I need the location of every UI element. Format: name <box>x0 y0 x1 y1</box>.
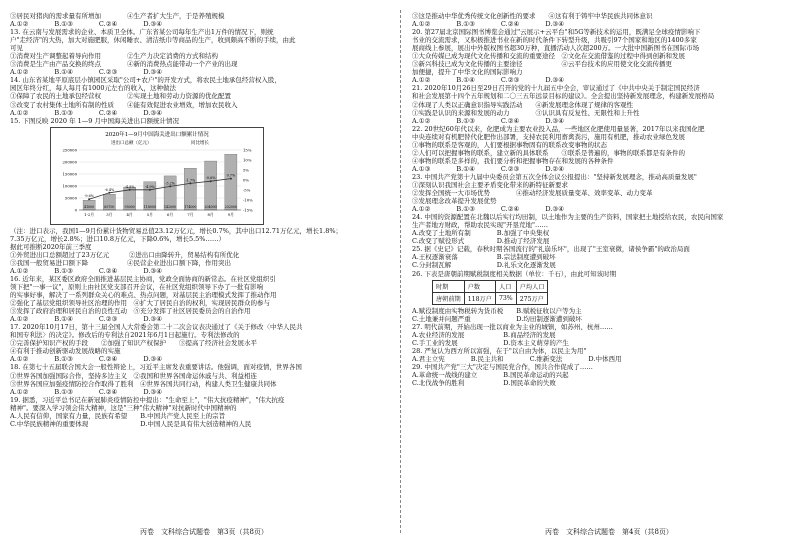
text-line: 16. 近年来，某区委区政府全面推进基层民主协商，党政全面协商的新常态。在社区党组织引 <box>10 274 276 283</box>
growth-label: -0.6% <box>205 175 216 180</box>
text-line: C.北伐战争的胜利 D.国民革命的失败 <box>412 378 556 387</box>
text-line: C.分封制瓦解 D.礼乐文化逐渐发展 <box>412 261 556 270</box>
text-line: 20. 第27届北京国际图书博览会通过"云展示+云平台"和5G等新技术的运用，既满足全球疫情影响下 <box>412 28 701 37</box>
text-line: A.农业经济的发展 B.商品经济的发展 <box>412 330 556 339</box>
growth-label: -6.4% <box>104 187 115 192</box>
text-line: ①世界各国加强国际合作，坚持多边主义 ②我国和世界各国命运休戚与共、利益相连 <box>10 371 257 380</box>
text-line: ③我国一般贸易进口额下降 ④民营企业进出口额下降，作用突出 <box>10 258 231 267</box>
text-line: A.①② B.①③ C.②④ D.③④ <box>10 355 163 364</box>
text-line: 17. 2020年10月17日，第十三届全国人大常委会第二十二次会议表决通过了《关于修改〈中华人民共 <box>10 323 303 332</box>
text-line: A.①② B.①③ C.②④ D.③④ <box>10 20 163 29</box>
bar-value-label: 142000 <box>164 204 177 209</box>
trade-chart <box>50 127 264 225</box>
x-tick-label: 7月 <box>187 211 194 217</box>
y2-tick-label: -10% <box>243 197 253 203</box>
text-line: 25. 据《史记》记载，春秋时期各国流行的"礼崩乐坏"，出现了"王室衰微，诸侯争霸"的政治局面 <box>412 245 690 254</box>
legend-line: 同比增长 <box>191 140 209 146</box>
table-cell: 唐朝前期 <box>433 292 465 304</box>
text-line: 加便捷，提升了中华文化的国际影响力 <box>412 68 523 77</box>
text-line: ③这是推动中华优秀传统文化创新性的要求 ④这有利于铸牢中华民族共同体意识 <box>412 12 653 20</box>
bar-value-label: 118000 <box>143 204 156 209</box>
text-line: 23. 中国共产党第十九届中央委员会第五次全体会议公报提出："坚持新发展理念，推动高质量发展" <box>412 172 697 181</box>
bar <box>205 161 217 210</box>
text-line: ③改变了农村集体土地所有制的性质 ④能有效促进农业增效，增加农民收入 <box>10 100 238 109</box>
text-line: C.中华民族精神的重要体现 D.中国人民是具有伟大创造精神的人民 <box>10 419 252 428</box>
growth-label: -4.9% <box>124 184 135 189</box>
text-line: ③居民对猪肉的需求量有所增加 ④生产者扩大生产，于是养殖规模 <box>10 12 225 20</box>
text-line: ③发展理念改革提升发展优势 <box>412 197 497 206</box>
text-line: ②强化了基层党组织领导社区治理的作用 ④扩大了居民自治的权利，实现居民群众的参与 <box>10 299 270 308</box>
text-line: A.①② B.①④ C.②③ D.③④ <box>10 315 163 324</box>
text-line: A.①② B.①③ C.②④ D.③④ <box>10 108 163 117</box>
text-line: 户"走经济"的大热，加大对施肥服，休闲睡衣、清洁纸巾等商品的生产，收到颇高不断的手续，由此 <box>10 36 296 45</box>
text-line: ①保障了农民的土地承包经营权 ②实现土地和劳动力资源的优化配置 <box>10 92 231 101</box>
text-line: 26. 下表是唐朝前期赋税制度相关数据（单位：千石），由此可知该时期 <box>412 269 617 278</box>
growth-label: -1.7% <box>185 178 196 183</box>
y-tick-label: 250000 <box>62 147 77 153</box>
growth-point <box>169 185 171 187</box>
text-line: 29. 中国共产党"三大"决定与国民党合作，国共合作促成了…… <box>412 362 593 371</box>
text-line: ④有利于推动创新驱动发展战略的实施 <box>10 347 121 356</box>
text-line: ①消费对生产调整起着导向作用 ②生产力决定消费的方式和结构 <box>10 52 218 61</box>
text-line: 的实事好事，解决了一系列群众关心的难点、热点问题，对基层民主治理模式发挥了推动作用 <box>10 291 277 300</box>
text-line: ③发挥了政府治理和居民自治的良性互动 ⑤充分发挥了社区居民委员会的自治作用 <box>10 307 251 316</box>
text-line: 书业的交流需求，又积极推进书业在新的时代条件下转型升级，共吸引97个国家和地区的1400多家 <box>412 36 697 45</box>
growth-point <box>129 188 131 190</box>
text-line: A.①③ B.①④ C.②③ D.②④ <box>412 164 565 173</box>
table-header-cell: 时期 <box>433 280 465 292</box>
text-line: 19. 据悉，习近平总书记在新冠肺炎疫情防控中提出："生命至上"，"伟大抗疫精神"，"伟大抗疫 <box>10 395 285 404</box>
right-page-column <box>412 12 784 521</box>
text-line: 展商线上参展，展出中外版权图书超30万种，直播活动人次超200万。一大批中国新图书在国际市场 <box>412 44 700 53</box>
trade-chart-svg <box>51 128 263 224</box>
growth-point <box>210 180 212 182</box>
growth-point <box>189 182 191 184</box>
text-line: C.土地兼并问题严重 D.均田制逐渐遭到破坏 <box>412 314 582 323</box>
text-line: 15. 下图反映 2020 年 1—9 月中国海关进出口额统计情况 <box>10 116 179 125</box>
text-line: 7.35万亿元，增长2.8%；进口10.8万亿元，下降0.6%，增长5.5%……） <box>10 234 225 243</box>
growth-point <box>108 191 110 193</box>
y-tick-label: 150000 <box>62 171 77 177</box>
text-line: ①实践是认识的来源和发展的动力 ③认识具有反复性、无限性和上升性 <box>412 108 640 117</box>
text-line: ①事物的联系是客观的，人们要根据事物固有的联系改变事物的状态 <box>412 140 607 149</box>
table-header-cell: 户数 <box>464 280 495 292</box>
text-line: 27. 明代前期，开始出现一批以商业为主业的城镇，如苏州、杭州…… <box>412 322 613 331</box>
text-line: 和社会发展第十四个五年规划和二〇三五年远景目标的建议》。全会提出坚持新发展理念，构建新发展格局 <box>412 92 715 101</box>
y2-tick-label: 10% <box>243 157 252 163</box>
table-header-cell: 户均人口 <box>516 280 548 292</box>
y-tick-label: 200000 <box>62 159 77 165</box>
text-line: ③世界各国应加强疫情防控合作取得了胜利 ④世界各国共同行动，构建人类卫生健康共同体 <box>10 379 277 388</box>
text-line: ③新兴科技已成为文化传播的主要途径 ④云平台技术的应用使文化交流传播更 <box>412 60 672 69</box>
table-row <box>433 292 548 304</box>
text-line: C.手工业的发展 D.资本主义萌芽的产生 <box>412 338 569 347</box>
y2-tick-label: -5% <box>243 187 251 193</box>
growth-label: 0.7% <box>226 173 236 178</box>
y2-tick-label: -15% <box>243 207 253 213</box>
growth-point <box>149 188 151 190</box>
text-line: 18. 在第七十五届联合国大会一般性辩论上，习近平主席发表重要讲话。他强调，面对疫情，世界各国 <box>10 363 302 372</box>
x-tick-label: 4月 <box>126 211 133 217</box>
bar-value-label: 204000 <box>204 204 217 209</box>
text-line: 生产者地方财政，帮助农民实现"开垦荒地"…… <box>412 221 548 230</box>
table-cell: 73% <box>495 292 516 304</box>
bar-value-label: 65700 <box>104 204 115 209</box>
text-line: ②人们可以把握事物的联系，建立新的具体联系 ③联系是普遍的，事物的联系都是有条件的 <box>412 148 685 157</box>
page-divider <box>400 10 401 533</box>
growth-label: -4.9% <box>144 184 155 189</box>
y2-tick-label: 5% <box>243 167 250 173</box>
x-tick-label: 5月 <box>146 211 153 217</box>
growth-point <box>88 198 90 200</box>
text-line: A.①② B.①③ C.②④ D.③④ <box>412 20 565 29</box>
tax-table <box>432 280 548 305</box>
bar-value-label: 95000 <box>124 204 135 209</box>
y2-tick-label: 15% <box>243 147 252 153</box>
bar <box>225 154 237 210</box>
text-line: 据此可推断2020年前三季度 <box>10 242 92 251</box>
left-page-footer: 丙卷 文科综合试题卷 第3页（共8页） <box>140 528 268 536</box>
text-line: A.①② B.①③ C.②④ D.③④ <box>10 266 163 275</box>
text-line: A.人民有信仰，国家有力量，民族有希望 B.中国共产党人民至上的宗旨 <box>10 411 226 420</box>
bar-value-label: 174000 <box>184 204 197 209</box>
text-line: A.革命统一战线的建立 B.国民革命运动的兴起 <box>412 370 569 379</box>
bar <box>184 168 196 210</box>
text-line: A.①② B.①④ C.②③ D.③④ <box>412 76 565 85</box>
x-tick-label: 9月 <box>227 211 234 217</box>
table-cell: 275万户 <box>516 292 548 304</box>
text-line: ①深刻认识我国社会主要矛盾变化带来的新特征新要求 <box>412 180 568 189</box>
y2-tick-label: 0% <box>243 177 250 183</box>
text-line: ②体现了人类以正确意识指导实践活动 ④新发展理念体现了规律的客观性 <box>412 100 633 109</box>
text-line: ④事物的联系是多样的，我们要分析和把握事物存在和发展的各种条件 <box>412 156 614 165</box>
text-line: ①大众传媒已成为现代文化传播和交流的重要途径 ②文化在交流借鉴的过程中得到创新和发展 <box>412 52 685 61</box>
text-line: A.①② B.①④ C.②③ D.③④ <box>10 68 163 77</box>
growth-point <box>230 177 232 179</box>
text-line: ③消费是生产由产品交换的终点 ④新的消费热点能带动一个产业的出现 <box>10 60 238 69</box>
text-line: A.①② B.①③ C.②④ D.③④ <box>412 205 565 214</box>
text-line: ②发挥全国统一大市场优势 ④推动经济发展质量变革、效率变革、动力变革 <box>412 189 653 198</box>
text-line: 园区年终分红，每人每月有1000元左右的收入，这种做法 <box>10 84 177 93</box>
text-line: 24. 中国的资源配置在北魏以后实行均田制，以土地作为主要的生产资料，国家把土地授给农民，农民向国家 <box>412 213 724 222</box>
growth-label: -9.6% <box>84 193 95 198</box>
x-tick-label: 3月 <box>106 211 113 217</box>
text-line: 领下把"一事一议"，原则上由社区党支部召开会议，在社区党组织领导下办了一批有影响 <box>10 282 263 291</box>
text-line: A.君主立宪 B.民主共和 C.维新变法 D.中体西用 <box>412 354 622 363</box>
text-line: A.王权逐渐衰落 B.宗法制度遭到破坏 <box>412 253 556 262</box>
text-line: 精神"。要深入学习领会伟大精神，这是"三种"伟大精神"对抗新时代中国精神的 <box>10 403 237 412</box>
table-header-cell: 人口 <box>495 280 516 292</box>
legend-bars: 进出口总额（亿元） <box>111 140 152 146</box>
text-line: ①外贸进出口总额超过了23万亿元 ②进出口由降转升，贸易结构有所优化 <box>10 250 240 259</box>
text-line: 28. 严复认为西方所以富强，在于"以自由为体，以民主为用" <box>412 346 587 355</box>
y-tick-label: 100000 <box>62 183 77 189</box>
chart-title: 2020年1—9月中国海关进出口额累计情况 <box>105 131 209 138</box>
text-line: A.改变了土地所有制 B.加强了中央集权 <box>412 229 550 238</box>
x-tick-label: 1-2月 <box>84 211 95 217</box>
text-line: 22. 20世纪60年代以来，化肥成为主要农业投入品，一些地区化肥使用量显著，2017年以来我国化肥 <box>412 124 705 133</box>
text-line: A.①② B.①③ C.②④ D.③④ <box>10 387 163 396</box>
y-tick-label: 50000 <box>64 195 77 201</box>
left-page-column <box>10 12 382 521</box>
right-page-footer: 丙卷 文科综合试题卷 第4页（共8页） <box>545 528 673 536</box>
text-line: 中央连续对有机肥替代化肥作出部署，支持农民利用畜禽粪污，施用有机肥，推动农业绿色发展 <box>412 132 685 141</box>
table-cell: 118万户 <box>464 292 495 304</box>
x-tick-label: 8月 <box>207 211 214 217</box>
bar-value-label: 41000 <box>84 204 95 209</box>
text-line: 和国专利法〉的决定》。修改后的专利法自2021年6月1日起施行。专利法修改的 <box>10 331 240 340</box>
text-line: A.①② B.①③ C.②④ D.③④ <box>412 116 565 125</box>
text-line: 14. 山东省某地平原底层小镇园区采取"公司+农户"的开发方式，将农民土地承包经营权入股， <box>10 76 281 85</box>
text-line: ①完善保护知识产权的手段 ②加强了知识产权保护 ③提高了经济社会发展水平 <box>10 339 257 348</box>
y-tick-label: 0 <box>74 207 77 213</box>
text-line: （注：进口表示，我国1—9月份累计货物贸易总值23.12万亿元，增长0.7%，其中出口12.71万亿元，增长1.8%； <box>10 226 343 235</box>
text-line: 可见 <box>10 44 23 53</box>
text-line: A.赋役制度由实物税转为货币税 B.赋税征收以户等为主 <box>412 306 582 315</box>
text-line: 13. 在云南与发展需求的企业、本质卫全体。广东省某公司每年生产出1万件的情况下，则统 <box>10 28 274 37</box>
text-line: 21. 2020年10月26日至29日召开的党的十九届五中全会，审议通过了《中共中央关于制定国民经济 <box>412 84 700 93</box>
text-line: C.改变了赋役形式 D.推动了经济发展 <box>412 237 550 246</box>
bar-value-label: 232000 <box>224 204 237 209</box>
growth-label: -3.2% <box>165 181 176 186</box>
x-tick-label: 6月 <box>167 211 174 217</box>
